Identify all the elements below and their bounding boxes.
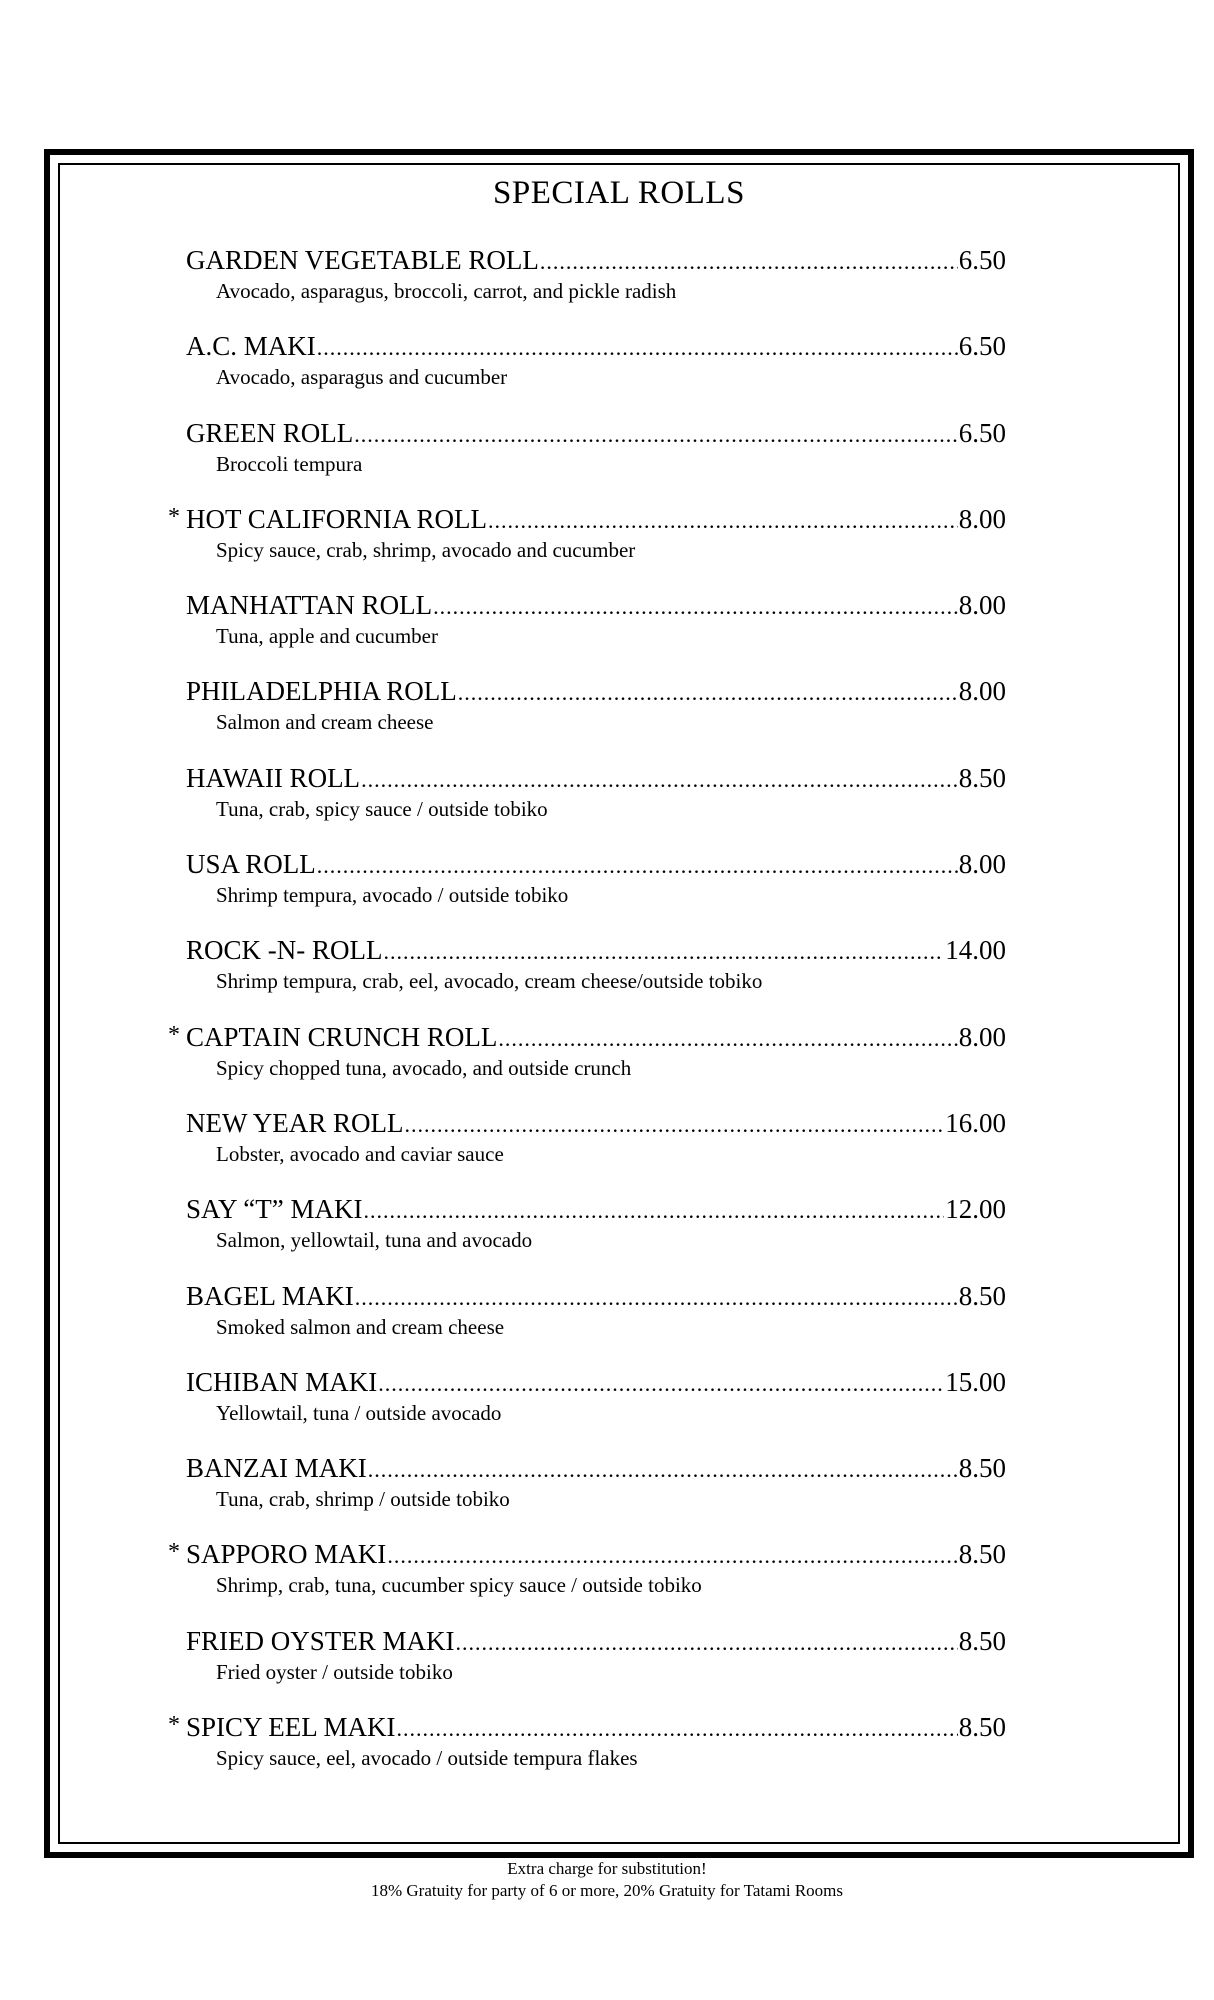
menu-item-price: 8.50 bbox=[958, 1280, 1006, 1311]
gratuity-note: 18% Gratuity for party of 6 or more, 20% Gratuity for Tatami Rooms bbox=[370, 1881, 844, 1900]
menu-item-description: Tuna, crab, shrimp / outside tobiko bbox=[216, 1487, 510, 1512]
menu-item bbox=[50, 418, 1188, 504]
menu-item-price: 6.50 bbox=[958, 331, 1006, 362]
menu-item-name: FRIED OYSTER MAKI bbox=[186, 1625, 455, 1656]
menu-item bbox=[50, 763, 1188, 849]
menu-item-description: Smoked salmon and cream cheese bbox=[216, 1314, 505, 1339]
dot-leader bbox=[387, 1543, 957, 1569]
menu-title: SPECIAL ROLLS bbox=[493, 175, 745, 211]
menu-item-description: Spicy sauce, eel, avocado / outside tempura flakes bbox=[216, 1746, 638, 1771]
menu-item bbox=[50, 245, 1188, 331]
menu-item-description: Shrimp tempura, avocado / outside tobiko bbox=[216, 883, 569, 908]
menu-item-name: SPICY EEL MAKI bbox=[186, 1712, 396, 1743]
dot-leader bbox=[317, 853, 958, 879]
menu-item-description: Spicy chopped tuna, avocado, and outside crunch bbox=[216, 1055, 632, 1080]
menu-item-description: Lobster, avocado and caviar sauce bbox=[216, 1141, 504, 1166]
menu-item-line bbox=[186, 676, 1006, 707]
spicy-star: * bbox=[168, 1712, 180, 1739]
menu-item bbox=[50, 1453, 1188, 1539]
menu-item bbox=[50, 1194, 1188, 1280]
menu-item bbox=[50, 1367, 1188, 1453]
menu-item bbox=[50, 331, 1188, 417]
menu-item-description: Spicy sauce, crab, shrimp, avocado and cucumber bbox=[216, 537, 636, 562]
dot-leader bbox=[354, 422, 958, 448]
menu-item-line bbox=[186, 590, 1006, 621]
footer-notes bbox=[0, 1858, 1214, 1902]
menu-item-price: 6.50 bbox=[958, 417, 1006, 448]
menu-item-name: BANZAI MAKI bbox=[186, 1453, 367, 1484]
menu-item-name: SAY “T” MAKI bbox=[186, 1194, 363, 1225]
menu-item-price: 12.00 bbox=[945, 1194, 1006, 1225]
menu-item-name: HOT CALIFORNIA ROLL bbox=[186, 503, 488, 534]
menu-item-price: 8.00 bbox=[958, 1021, 1006, 1052]
menu-item-price: 8.00 bbox=[958, 676, 1006, 707]
menu-item bbox=[50, 590, 1188, 676]
menu-item-description: Salmon and cream cheese bbox=[216, 710, 434, 735]
menu-item-line bbox=[186, 1281, 1006, 1312]
dot-leader bbox=[384, 939, 945, 965]
menu-item bbox=[50, 1022, 1188, 1108]
menu-item-name: ICHIBAN MAKI bbox=[186, 1366, 378, 1397]
menu-item-line bbox=[186, 1367, 1006, 1398]
menu-item-name: USA ROLL bbox=[186, 849, 316, 880]
menu-item-description: Broccoli tempura bbox=[216, 451, 363, 476]
substitution-note: Extra charge for substitution! bbox=[507, 1859, 707, 1878]
menu-item-line bbox=[186, 763, 1006, 794]
menu-item-price: 8.50 bbox=[958, 1453, 1006, 1484]
menu-item-description: Shrimp, crab, tuna, cucumber spicy sauce / outside tobiko bbox=[216, 1573, 702, 1598]
menu-item-description: Tuna, apple and cucumber bbox=[216, 624, 438, 649]
dot-leader bbox=[404, 1112, 944, 1138]
menu-item-line bbox=[186, 331, 1006, 362]
menu-item-price: 6.50 bbox=[958, 245, 1006, 275]
menu-item-line bbox=[186, 1453, 1006, 1484]
menu-item-name: MANHATTAN ROLL bbox=[186, 590, 433, 621]
menu-item bbox=[50, 1539, 1188, 1625]
menu-item-price: 8.50 bbox=[958, 1539, 1006, 1570]
dot-leader bbox=[355, 1285, 958, 1311]
dot-leader bbox=[378, 1371, 944, 1397]
menu-item-description: Avocado, asparagus and cucumber bbox=[216, 365, 508, 390]
menu-item-price: 8.00 bbox=[958, 503, 1006, 534]
menu-item-line bbox=[168, 1021, 1006, 1053]
menu-item-name: BAGEL MAKI bbox=[186, 1280, 354, 1311]
menu-item-line bbox=[168, 1712, 1006, 1743]
menu-item-line bbox=[186, 1108, 1006, 1139]
dot-leader bbox=[458, 680, 958, 706]
menu-items-list bbox=[50, 245, 1188, 1798]
menu-item-name: A.C. MAKI bbox=[186, 331, 316, 362]
menu-item-description: Avocado, asparagus, broccoli, carrot, and pickle radish bbox=[216, 279, 677, 303]
dot-leader bbox=[397, 1716, 958, 1742]
menu-item-price: 8.50 bbox=[958, 1712, 1006, 1743]
menu-item-name: HAWAII ROLL bbox=[186, 762, 361, 793]
spicy-star: * bbox=[168, 1539, 180, 1566]
dot-leader bbox=[540, 249, 958, 275]
dot-leader bbox=[433, 594, 958, 620]
menu-item-description: Tuna, crab, spicy sauce / outside tobiko bbox=[216, 796, 548, 821]
menu-item-line bbox=[186, 849, 1006, 880]
menu-item-price: 15.00 bbox=[945, 1366, 1006, 1397]
menu-item bbox=[50, 1626, 1188, 1712]
menu-item-price: 14.00 bbox=[945, 935, 1006, 966]
menu-item-line bbox=[186, 1626, 1006, 1657]
spicy-star: * bbox=[168, 503, 180, 530]
menu-item-name: SAPPORO MAKI bbox=[186, 1539, 387, 1570]
menu-item bbox=[50, 849, 1188, 935]
menu-item-description: Salmon, yellowtail, tuna and avocado bbox=[216, 1228, 533, 1253]
menu-frame bbox=[44, 149, 1194, 1858]
menu-item-line bbox=[168, 503, 1006, 535]
menu-item bbox=[50, 935, 1188, 1021]
spicy-star: * bbox=[168, 1021, 180, 1048]
menu-item-price: 8.00 bbox=[958, 849, 1006, 880]
menu-item-line bbox=[168, 1539, 1006, 1570]
menu-item-description: Yellowtail, tuna / outside avocado bbox=[216, 1400, 502, 1425]
menu-item-name: NEW YEAR ROLL bbox=[186, 1107, 404, 1138]
menu-item bbox=[50, 1281, 1188, 1367]
menu-item-line bbox=[186, 1194, 1006, 1225]
dot-leader bbox=[317, 335, 958, 361]
menu-item-name: CAPTAIN CRUNCH ROLL bbox=[186, 1021, 498, 1052]
menu-item-description: Fried oyster / outside tobiko bbox=[216, 1659, 453, 1684]
menu-item-price: 8.50 bbox=[958, 762, 1006, 793]
menu-item-price: 8.00 bbox=[958, 590, 1006, 621]
dot-leader bbox=[456, 1630, 958, 1656]
menu-item-name: PHILADELPHIA ROLL bbox=[186, 676, 457, 707]
dot-leader bbox=[488, 508, 958, 534]
menu-item-line bbox=[186, 935, 1006, 966]
menu-item-name: GREEN ROLL bbox=[186, 417, 354, 448]
menu-item bbox=[50, 676, 1188, 762]
menu-item-name: GARDEN VEGETABLE ROLL bbox=[186, 245, 539, 275]
menu-item-price: 8.50 bbox=[958, 1625, 1006, 1656]
dot-leader bbox=[361, 767, 958, 793]
dot-leader bbox=[368, 1457, 958, 1483]
menu-item bbox=[50, 504, 1188, 590]
menu-item bbox=[50, 1712, 1188, 1798]
menu-item-line bbox=[186, 245, 1006, 276]
menu-item bbox=[50, 1108, 1188, 1194]
menu-item-price: 16.00 bbox=[945, 1107, 1006, 1138]
menu-item-line bbox=[186, 418, 1006, 449]
dot-leader bbox=[364, 1198, 945, 1224]
menu-item-description: Shrimp tempura, crab, eel, avocado, cream cheese/outside tobiko bbox=[216, 969, 763, 994]
dot-leader bbox=[498, 1026, 957, 1052]
menu-item-name: ROCK -N- ROLL bbox=[186, 935, 383, 966]
